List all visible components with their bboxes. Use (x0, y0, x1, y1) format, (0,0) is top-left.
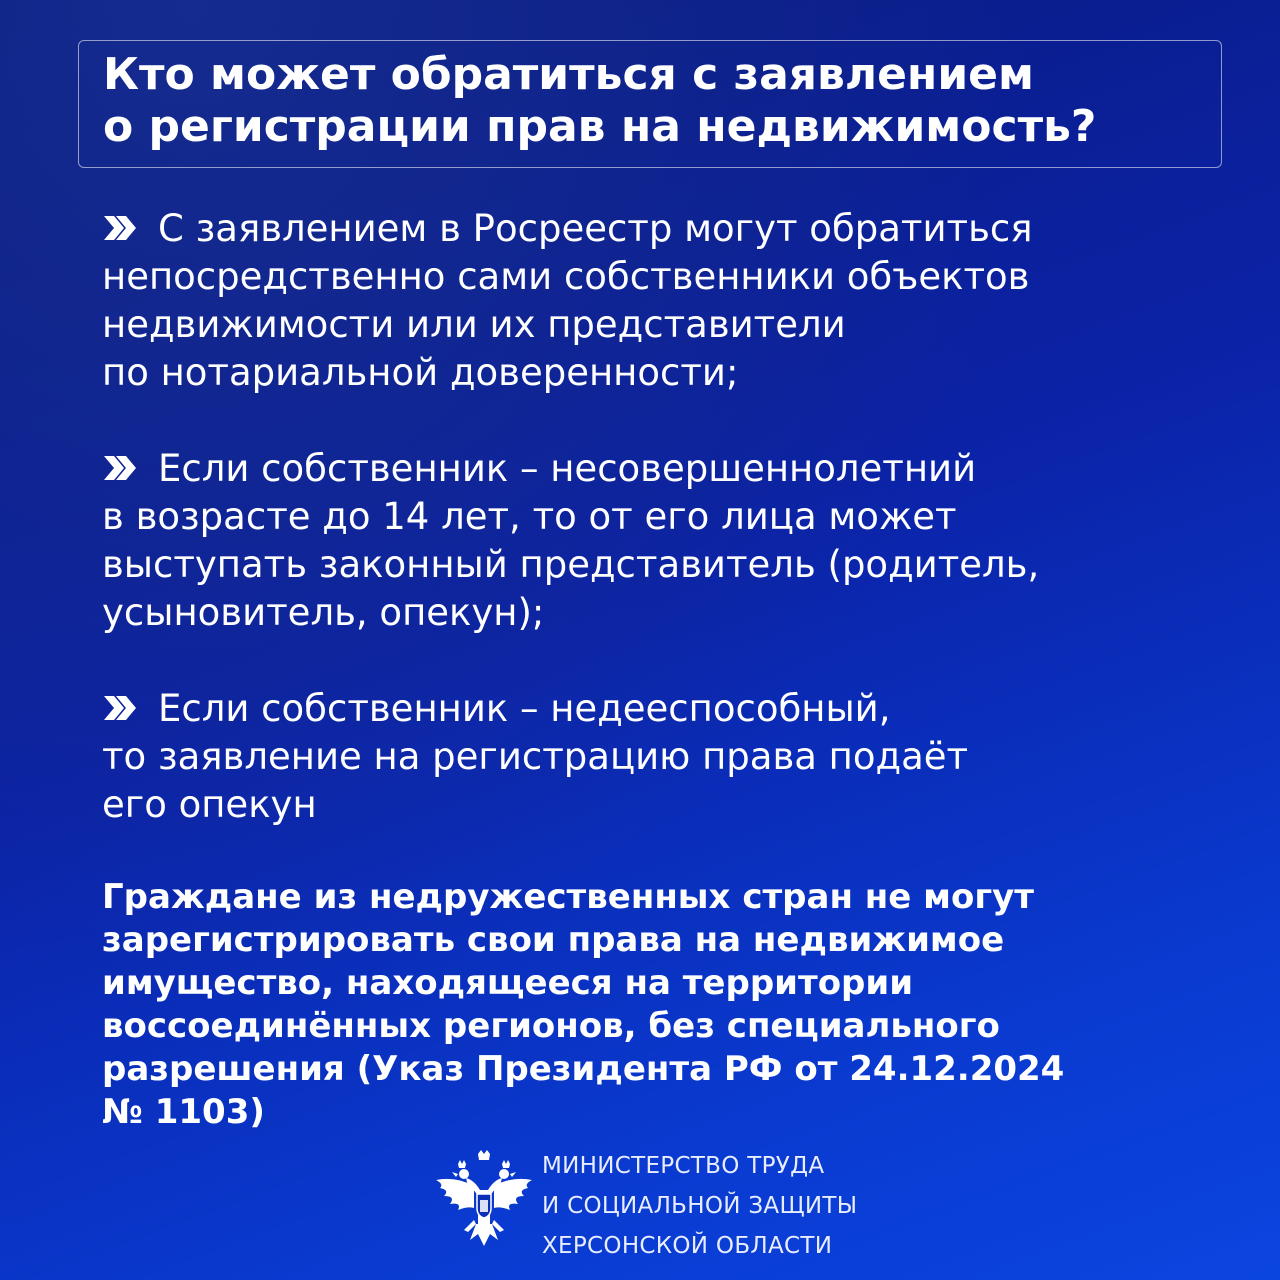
double-chevron-right-icon (102, 454, 138, 482)
double-chevron-right-icon (102, 214, 138, 242)
title-box (78, 40, 1222, 168)
bullet-list (102, 205, 1222, 829)
bullet-text: Если собственник – несовершеннолетний (158, 447, 977, 490)
note-line: Граждане из недружественных стран не могут (102, 877, 1034, 917)
note-line: № 1103) (102, 1092, 265, 1132)
note-line: имущество, находящееся на территории (102, 963, 914, 1003)
bullet-text: С заявлением в Росреестр могут обратиться (158, 207, 1033, 250)
bullet-line: в возрасте до 14 лет, то от его лица может (102, 495, 957, 538)
page-title-line-1: Кто может обратиться с заявлением (103, 49, 1034, 100)
footer-logo (434, 1146, 894, 1264)
page-title-line-2: о регистрации прав на недвижимость? (103, 101, 1097, 152)
bullet-line: непосредственно сами собственники объектов (102, 255, 1030, 298)
legal-note (102, 876, 1222, 1134)
bullet-line (102, 205, 1222, 253)
bullet-item-3 (102, 685, 1222, 829)
note-line: зарегистрировать свои права на недвижимое (102, 920, 1005, 960)
org-line: МИНИСТЕРСТВО ТРУДА (542, 1153, 825, 1179)
bullet-line: по нотариальной доверенности; (102, 351, 739, 394)
bullet-item-2 (102, 445, 1222, 637)
bullet-item-1 (102, 205, 1222, 397)
bullet-line (102, 445, 1222, 493)
bullet-line: то заявление на регистрацию права подаёт (102, 735, 969, 778)
organization-name (542, 1146, 857, 1266)
bullet-line: недвижимости или их представители (102, 303, 846, 346)
double-headed-eagle-emblem-icon (434, 1150, 534, 1256)
bullet-text: Если собственник – недееспособный, (158, 687, 891, 730)
bullet-line: усыновитель, опекун); (102, 591, 545, 634)
org-line: ХЕРСОНСКОЙ ОБЛАСТИ (542, 1233, 833, 1259)
double-chevron-right-icon (102, 694, 138, 722)
note-line: воссоединённых регионов, без специального (102, 1006, 1000, 1046)
note-line: разрешения (Указ Президента РФ от 24.12.2024 (102, 1049, 1065, 1089)
org-line: И СОЦИАЛЬНОЙ ЗАЩИТЫ (542, 1193, 858, 1219)
bullet-line: выступать законный представитель (родитель, (102, 543, 1040, 586)
bullet-line: его опекун (102, 783, 317, 826)
bullet-line (102, 685, 1222, 733)
